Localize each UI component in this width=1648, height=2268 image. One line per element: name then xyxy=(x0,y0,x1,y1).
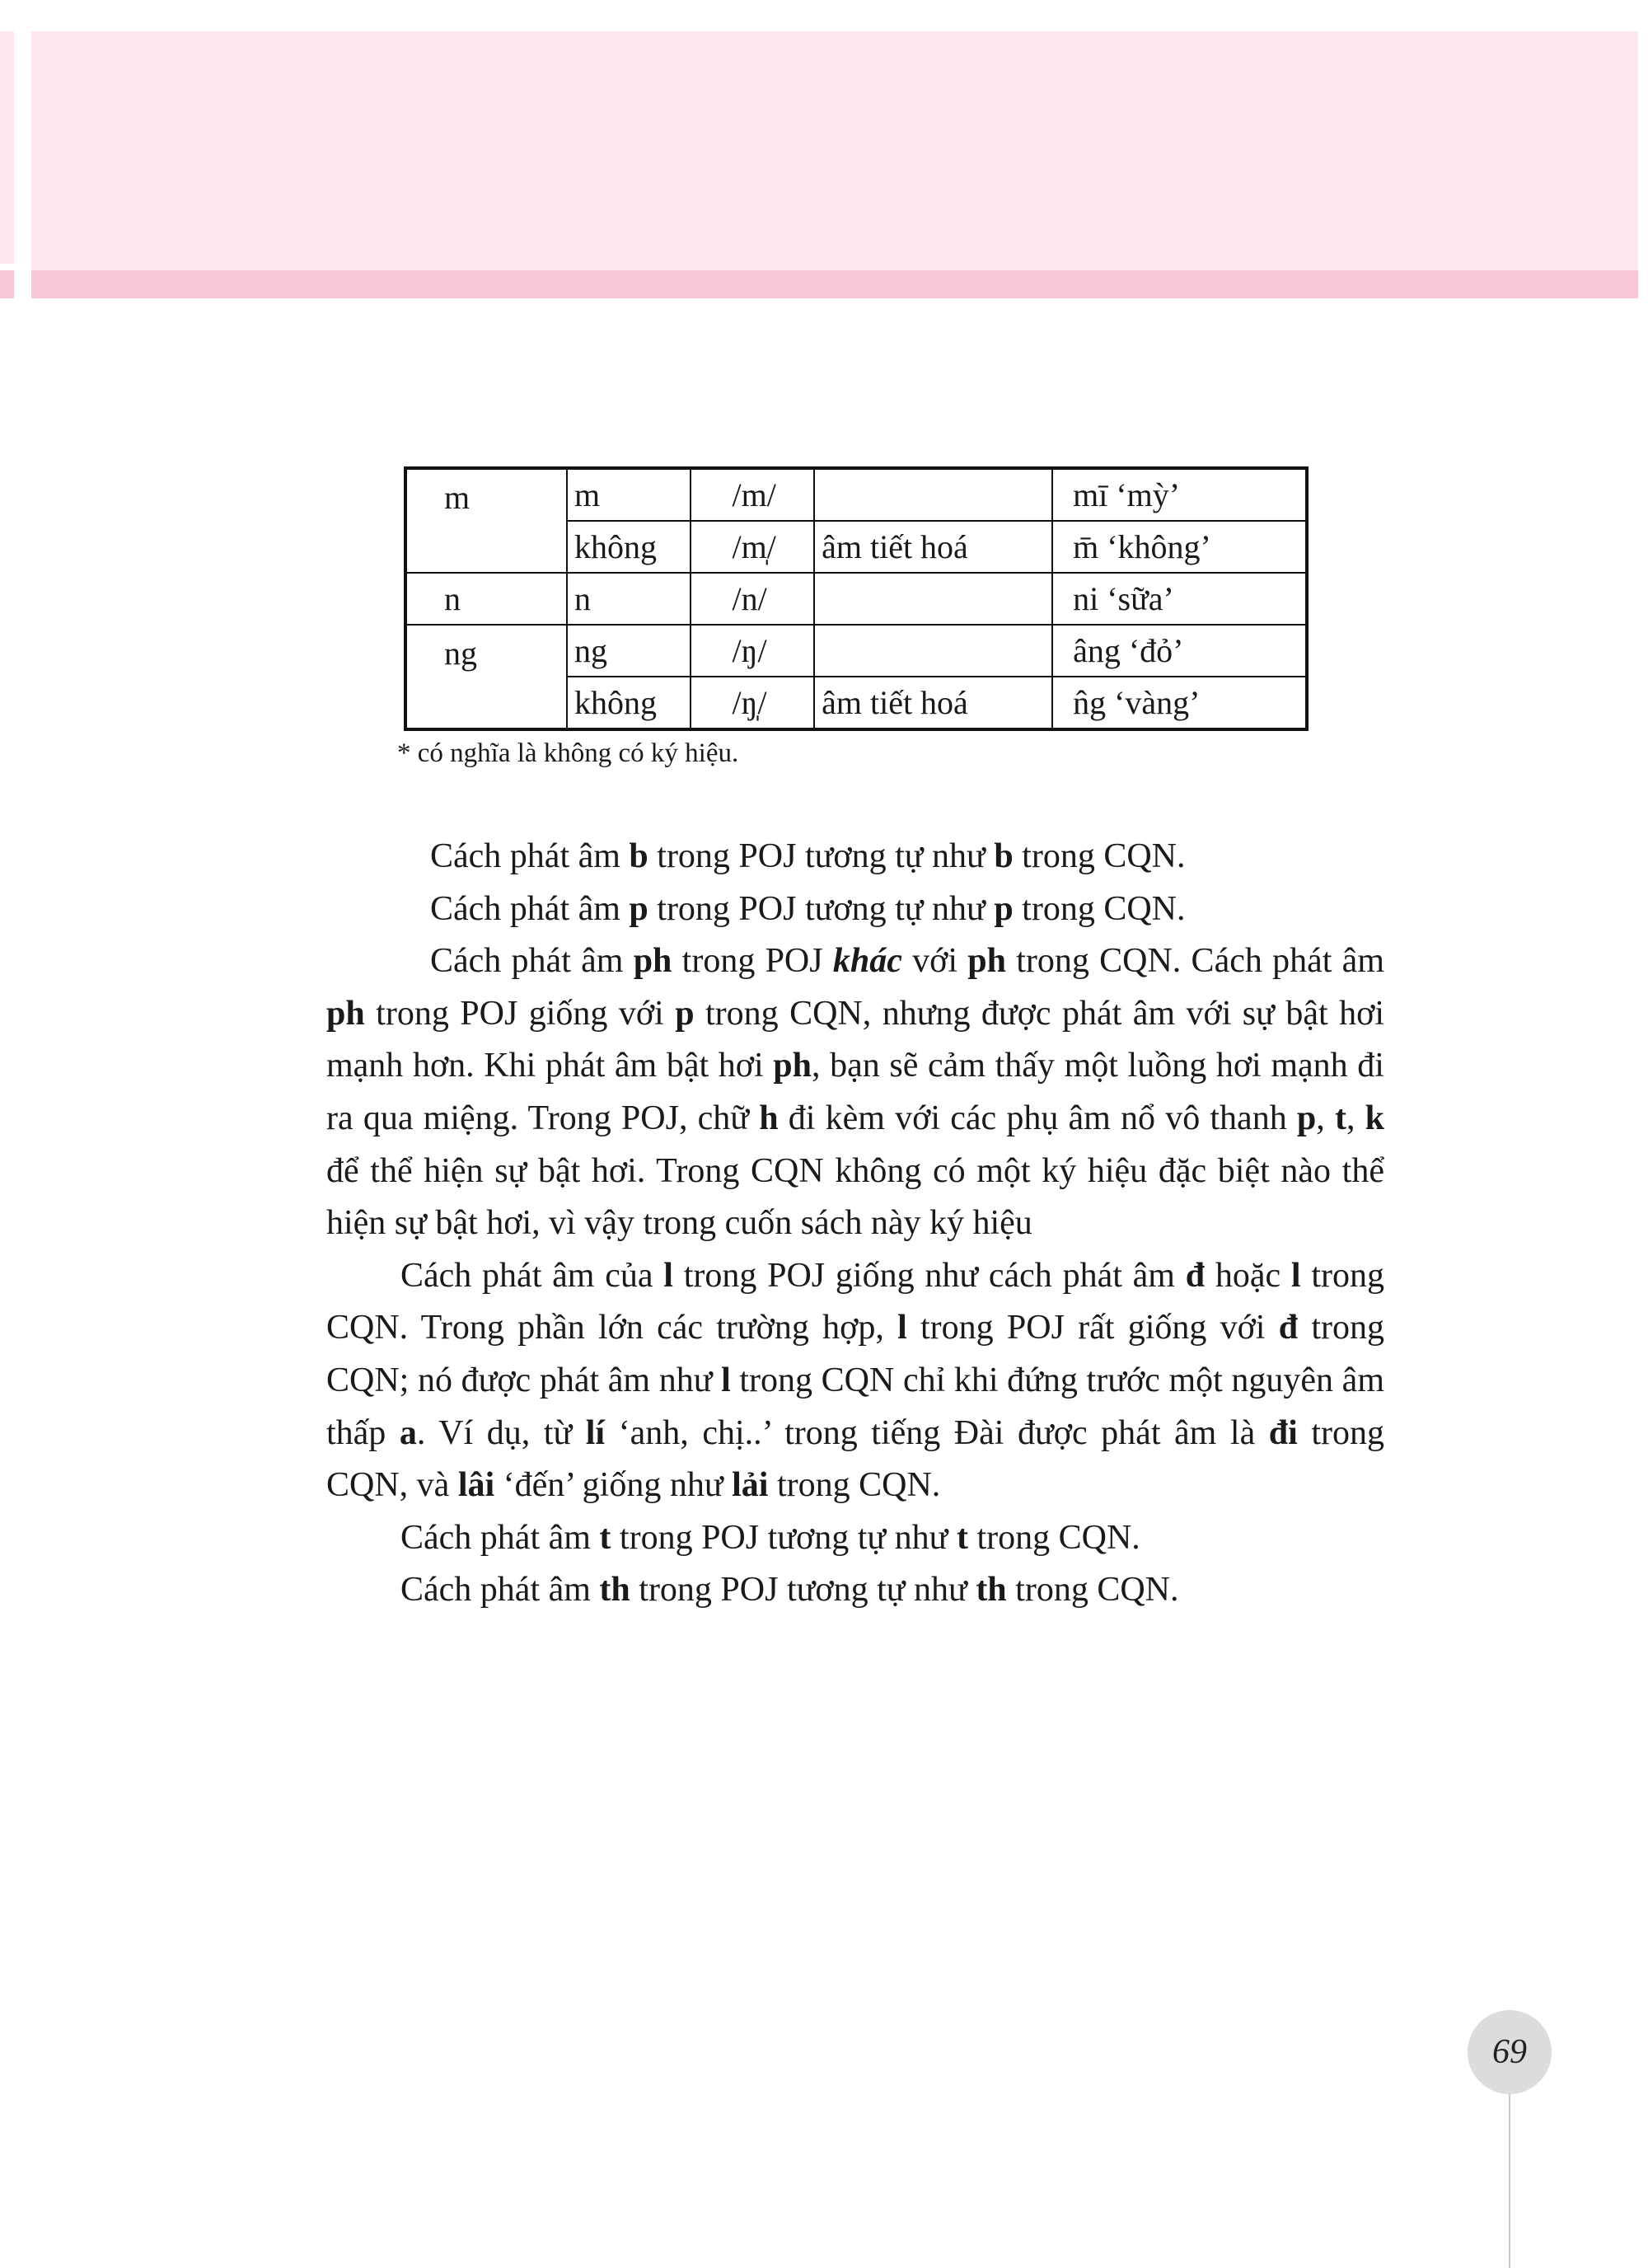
text-run: trong CQN. Trong phần lớn các trường hợp, xyxy=(326,1256,1384,1347)
term: th xyxy=(976,1571,1007,1610)
text-run: trong CQN chỉ khi đứng trước một nguyên âm thấp xyxy=(326,1361,1384,1452)
text-run: trong CQN. xyxy=(768,1466,941,1505)
text-run: trong CQN, và xyxy=(326,1413,1385,1505)
text-run: để thể hiện sự bật hơi. Trong CQN không có một ký hiệu đặc biệt nào thể hiện sự bật hơi, vì vậy trong cuốn sách này ký hiệu xyxy=(326,1151,1384,1243)
term: k xyxy=(1365,1099,1385,1137)
paragraph xyxy=(326,831,1384,883)
left-decoration-strip xyxy=(0,31,14,264)
emphasis: khác xyxy=(832,942,902,981)
term: a xyxy=(399,1413,417,1452)
table-cell-ipa: /n/ xyxy=(691,573,815,625)
table-row xyxy=(405,625,1307,677)
text-run: trong POJ tương tự như xyxy=(648,889,995,928)
table-footnote: * có nghĩa là không có ký hiệu. xyxy=(397,738,739,768)
paragraph xyxy=(326,1512,1384,1565)
table-cell-category: m xyxy=(405,468,567,573)
table-cell-poj: m xyxy=(567,468,691,521)
table-cell-example: ni ‘sữa’ xyxy=(1052,573,1307,625)
text-run: Cách phát âm xyxy=(430,889,630,928)
text-run: ‘anh, chị..’ trong tiếng Đài được phát âm là xyxy=(605,1413,1269,1452)
header-band xyxy=(31,31,1638,270)
term: ph xyxy=(773,1047,812,1085)
term: l xyxy=(1290,1256,1301,1295)
table-cell-note: âm tiết hoá xyxy=(814,677,1052,729)
term: đ xyxy=(1185,1256,1206,1295)
table-cell-ipa: /m/ xyxy=(691,468,815,521)
table-cell-poj: n xyxy=(567,573,691,625)
table-cell-ipa: /ŋ/ xyxy=(691,625,815,677)
text-run: trong CQN. xyxy=(967,1518,1140,1557)
term: th xyxy=(599,1571,630,1610)
table-cell-ipa: /ŋ̩/ xyxy=(691,677,815,729)
paragraph xyxy=(326,1564,1384,1617)
text-run: trong POJ xyxy=(672,942,833,981)
paragraph xyxy=(326,883,1384,936)
term: h xyxy=(759,1099,779,1137)
paragraph xyxy=(326,935,1384,1250)
term: l xyxy=(721,1361,731,1399)
page-number xyxy=(1468,2010,1552,2094)
body-text xyxy=(326,831,1384,1617)
text-run: đi kèm với các phụ âm nổ vô thanh xyxy=(778,1099,1297,1137)
text-run: trong POJ tương tự như xyxy=(648,837,995,875)
text-run: với xyxy=(901,942,968,981)
term: đi xyxy=(1268,1413,1298,1452)
term: lâi xyxy=(457,1466,495,1505)
text-run: , bạn sẽ cảm thấy một luồng hơi mạnh đi ra qua miệng. Trong POJ, chữ xyxy=(326,1047,1384,1137)
term: lí xyxy=(585,1413,606,1452)
term: t xyxy=(599,1518,611,1557)
text-run: Cách phát âm xyxy=(400,1518,600,1557)
paragraph xyxy=(326,1250,1384,1512)
table-cell-poj: ng xyxy=(567,625,691,677)
term: l xyxy=(663,1256,673,1295)
term: p xyxy=(629,889,648,928)
text-run: trong POJ tương tự như xyxy=(611,1518,957,1557)
text-run: trong POJ giống như cách phát âm xyxy=(672,1256,1186,1295)
table-cell-note xyxy=(814,625,1052,677)
text-run: . Ví dụ, từ xyxy=(416,1413,586,1452)
table-cell-example: m̄ ‘không’ xyxy=(1052,521,1307,573)
text-run: Cách phát âm của xyxy=(400,1256,664,1295)
text-run: , xyxy=(1316,1099,1335,1137)
text-run: trong CQN. xyxy=(1013,889,1186,928)
table-cell-category: n xyxy=(405,573,567,625)
text-run: trong CQN; nó được phát âm như xyxy=(326,1309,1384,1399)
text-run: ‘đến’ giống như xyxy=(494,1466,733,1505)
text-run: Cách phát âm xyxy=(430,942,634,981)
page-number-label: 69 xyxy=(1492,2033,1527,2071)
page-number-line xyxy=(1509,2094,1510,2268)
table-row xyxy=(405,468,1307,521)
left-decoration-bar xyxy=(0,270,14,298)
term: p xyxy=(675,994,695,1033)
term: t xyxy=(956,1518,968,1557)
term: đ xyxy=(1278,1309,1299,1347)
term: ph xyxy=(967,942,1006,981)
term: b xyxy=(994,837,1014,875)
text-run: hoặc xyxy=(1205,1256,1291,1295)
term: p xyxy=(1296,1099,1317,1137)
table-cell-example: n̂g ‘vàng’ xyxy=(1052,677,1307,729)
table-cell-poj: không xyxy=(567,677,691,729)
table-cell-example: mī ‘mỳ’ xyxy=(1052,468,1307,521)
header-bar xyxy=(31,270,1638,298)
term: t xyxy=(1334,1099,1346,1137)
table-cell-note xyxy=(814,468,1052,521)
text-run: , xyxy=(1346,1099,1365,1137)
text-run: trong POJ tương tự như xyxy=(630,1571,976,1610)
table-cell-poj: không xyxy=(567,521,691,573)
text-run: trong CQN. Cách phát âm xyxy=(1005,942,1384,981)
text-run: trong CQN. xyxy=(1006,1571,1179,1610)
term: b xyxy=(629,837,648,875)
table-cell-category: ng xyxy=(405,625,567,729)
text-run: Cách phát âm xyxy=(400,1571,600,1610)
table-cell-note xyxy=(814,573,1052,625)
term: ph xyxy=(633,942,672,981)
term: l xyxy=(897,1309,907,1347)
term: lải xyxy=(732,1466,769,1505)
term: ph xyxy=(326,994,365,1033)
table-cell-example: âng ‘đỏ’ xyxy=(1052,625,1307,677)
text-run: trong POJ giống với xyxy=(364,994,676,1033)
term: p xyxy=(994,889,1014,928)
text-run: Cách phát âm xyxy=(430,837,630,875)
consonant-table xyxy=(404,466,1309,731)
table-cell-note: âm tiết hoá xyxy=(814,521,1052,573)
text-run: trong CQN. xyxy=(1013,837,1186,875)
table-row xyxy=(405,573,1307,625)
text-run: trong POJ rất giống với xyxy=(906,1309,1279,1347)
text-run: trong CQN, nhưng được phát âm với sự bật hơi mạnh hơn. Khi phát âm bật hơi xyxy=(326,994,1384,1085)
table-cell-ipa: /m̩/ xyxy=(691,521,815,573)
